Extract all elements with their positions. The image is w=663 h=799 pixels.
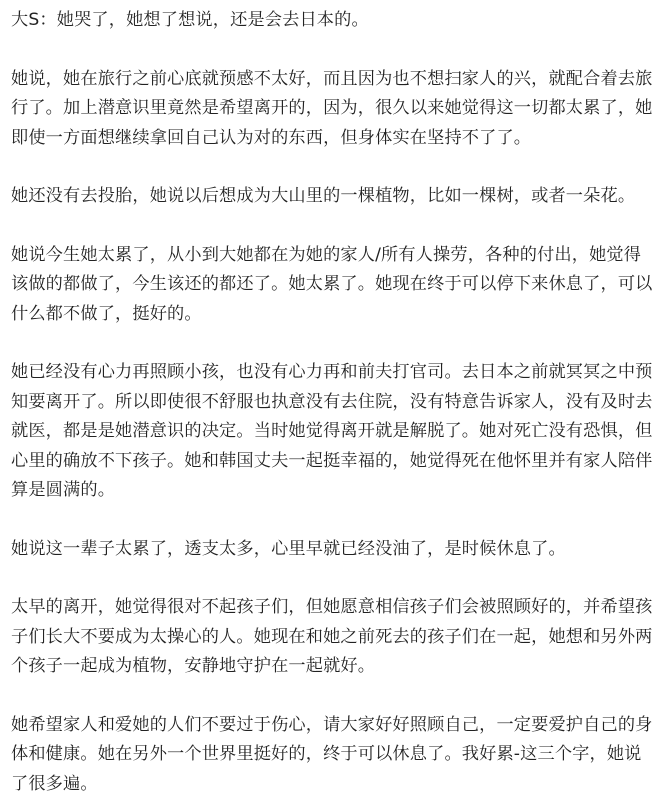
article-body (11, 6, 656, 799)
paragraph-7: 太早的离开，她觉得很对不起孩子们，但她愿意相信孩子们会被照顾好的，并希望孩子们长大不要成为太操心的人。她现在和她之前死去的孩子们在一起，她想和另外两个孩子一起成为植物，安静地守护在一起就好。 (11, 593, 656, 682)
paragraph-6: 她说这一辈子太累了，透支太多，心里早就已经没油了，是时候休息了。 (11, 535, 656, 565)
paragraph-2: 她说，她在旅行之前心底就预感不太好，而且因为也不想扫家人的兴，就配合着去旅行了。加上潜意识里竟然是希望离开的，因为，很久以来她觉得这一切都太累了，她即使一方面想继续拿回自己认为对的东西，但身体实在坚持不了了。 (11, 65, 656, 154)
paragraph-5: 她已经没有心力再照顾小孩，也没有心力再和前夫打官司。去日本之前就冥冥之中预知要离开了。所以即使很不舒服也执意没有去住院，没有特意告诉家人，没有及时去就医，都是是她潜意识的决定。当时她觉得离开就是解脱了。她对死亡没有恐惧，但心里的确放不下孩子。她和韩国丈夫一起挺幸福的，她觉得死在他怀里并有家人陪伴算是圆满的。 (11, 358, 656, 506)
paragraph-1: 大S：她哭了，她想了想说，还是会去日本的。 (11, 6, 656, 36)
paragraph-8: 她希望家人和爱她的人们不要过于伤心，请大家好好照顾自己，一定要爱护自己的身体和健康。她在另外一个世界里挺好的，终于可以休息了。我好累-这三个字，她说了很多遍。 (11, 711, 656, 799)
paragraph-4: 她说今生她太累了，从小到大她都在为她的家人/所有人操劳，各种的付出，她觉得该做的都做了，今生该还的都还了。她太累了。她现在终于可以停下来休息了，可以什么都不做了，挺好的。 (11, 241, 656, 330)
paragraph-3: 她还没有去投胎，她说以后想成为大山里的一棵植物，比如一棵树，或者一朵花。 (11, 182, 656, 212)
